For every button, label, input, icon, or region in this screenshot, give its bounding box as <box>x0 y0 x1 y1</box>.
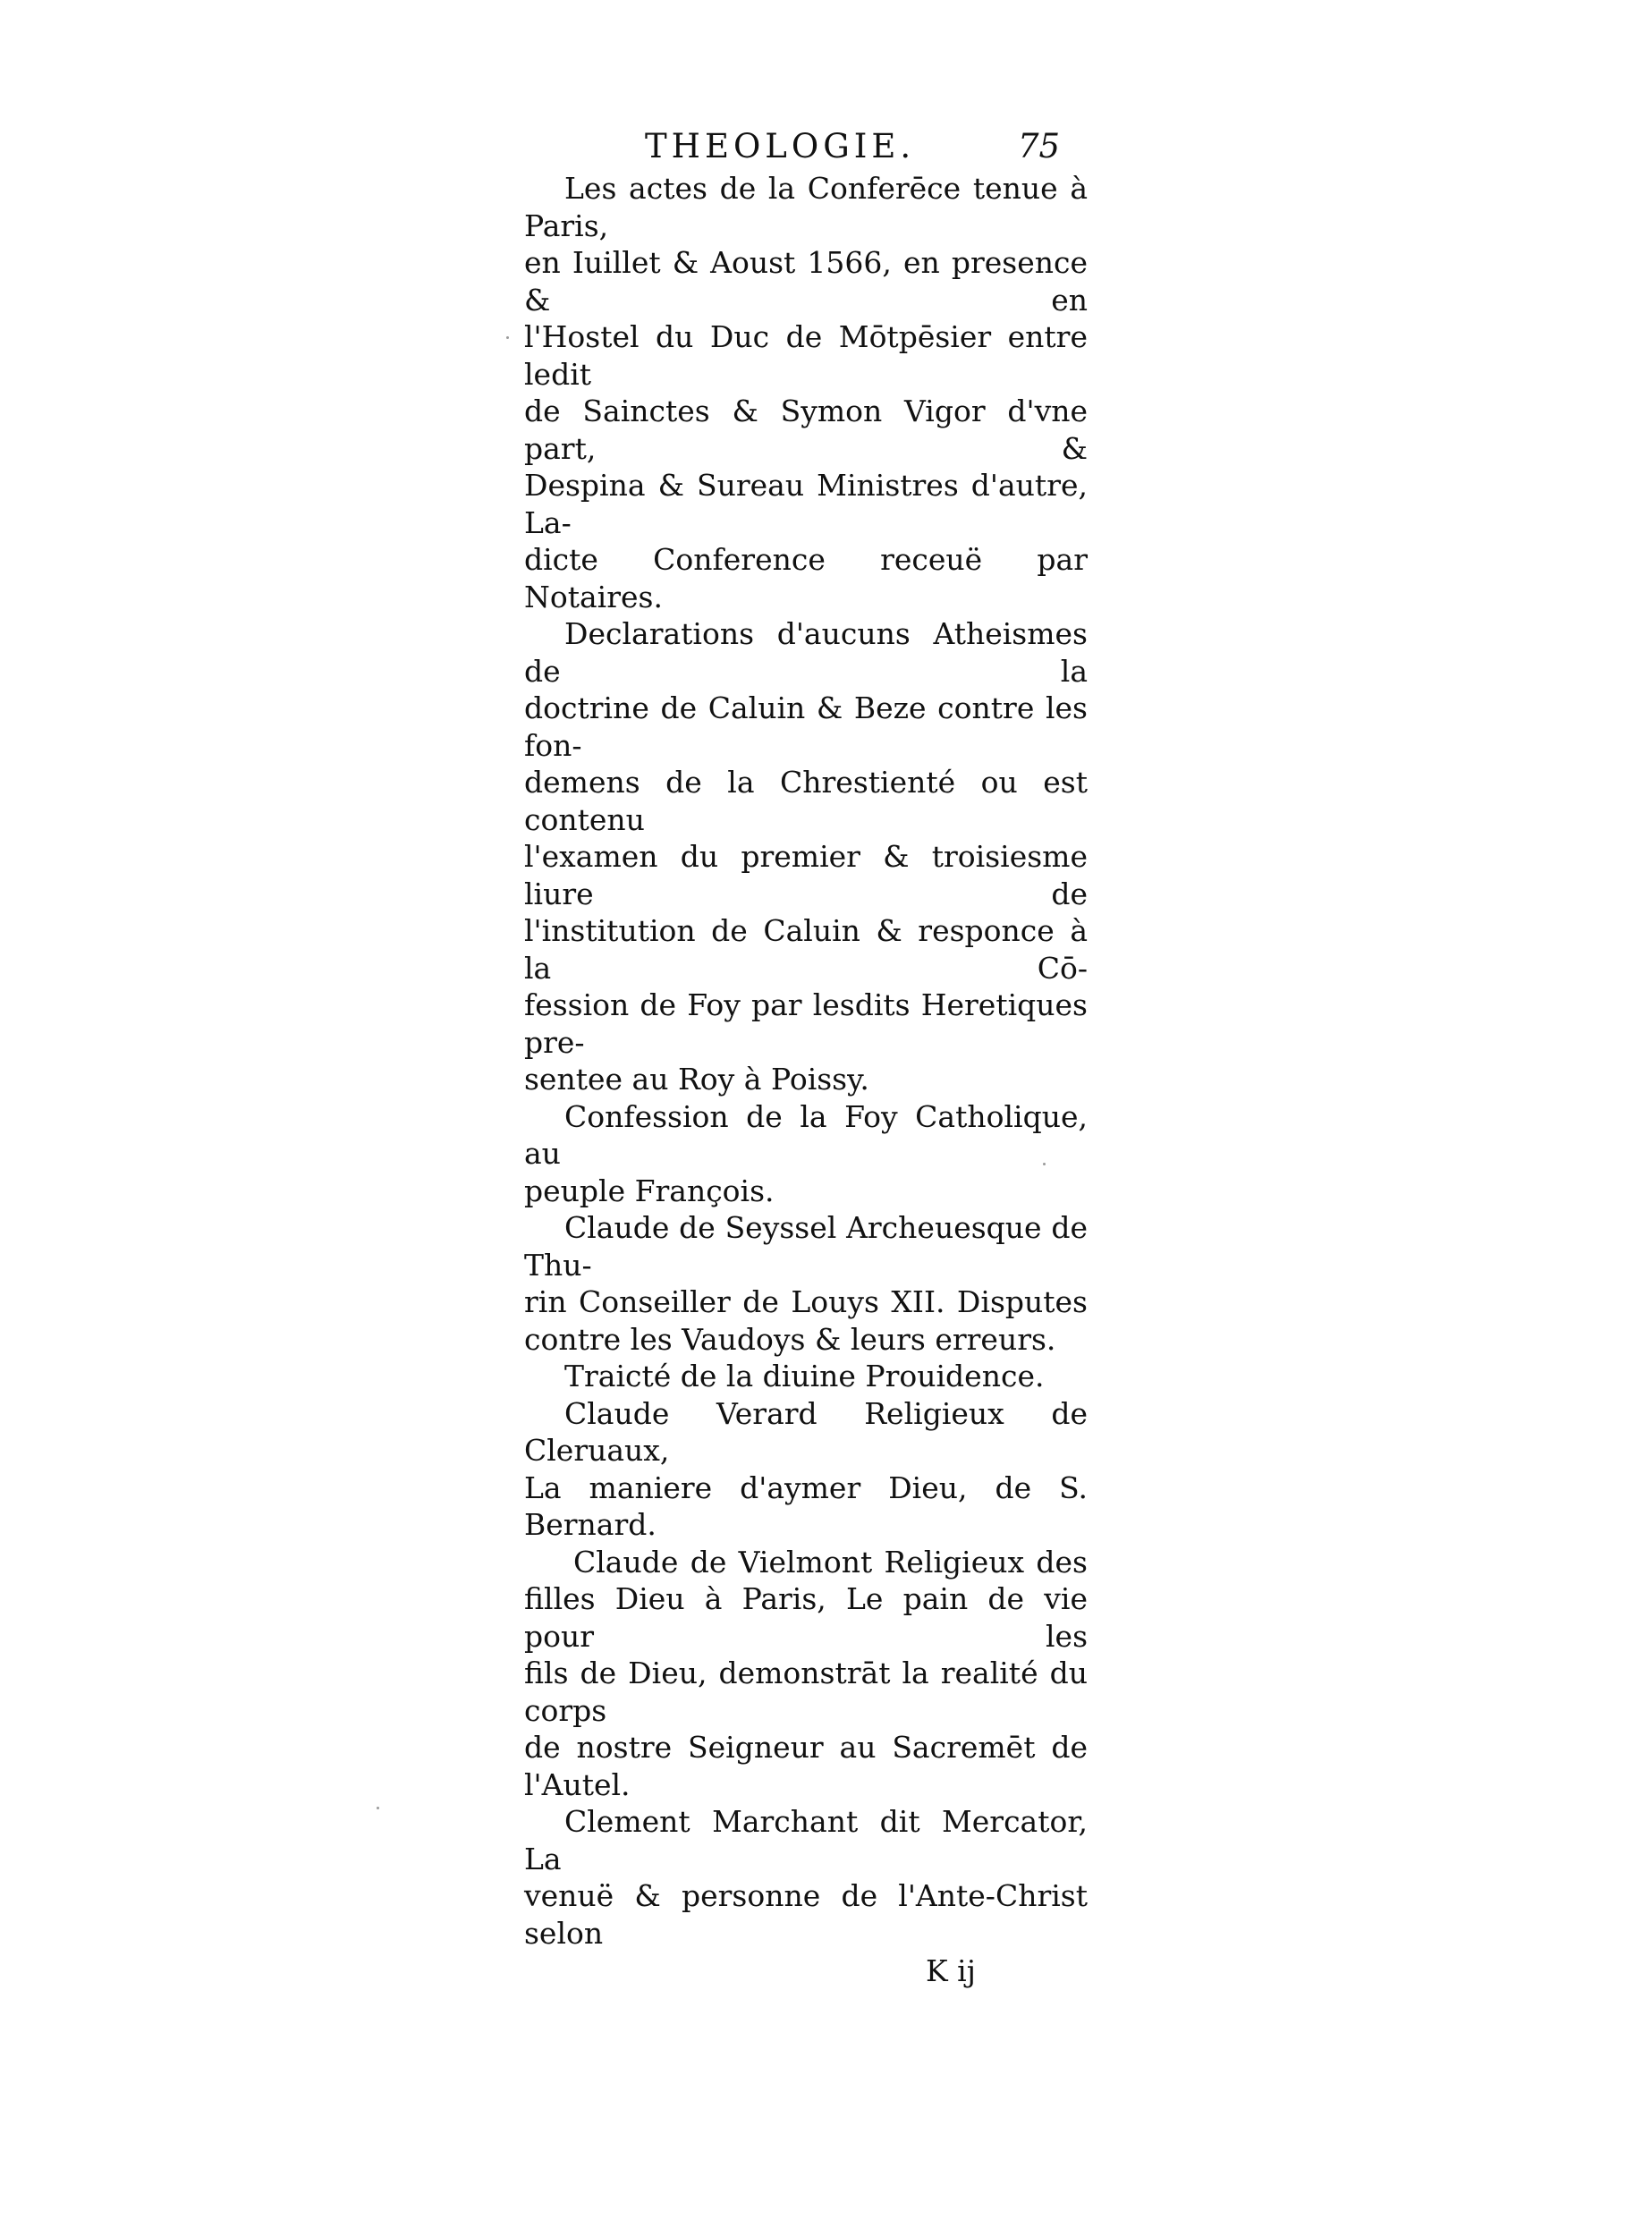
entry-line: La maniere d'aymer Dieu, de S. Bernard. <box>524 1469 1088 1542</box>
catalog-entry <box>524 170 1088 615</box>
entry-line: demens de la Chrestienté ou est contenu <box>524 765 1088 837</box>
entry-line: contre les Vaudoys & leurs erreurs. <box>524 1321 1056 1357</box>
entry-line: Claude de Seyssel Archeuesque de Thu- <box>524 1210 1088 1283</box>
entry-line: dicte Conference receuë par Notaires. <box>524 542 1088 614</box>
entry-line: de nostre Seigneur au Sacremēt de l'Autel. <box>524 1730 1088 1802</box>
catalog-entry <box>524 1209 1088 1358</box>
signature-mark-row <box>524 1952 1088 1991</box>
entry-line: l'examen du premier & troisiesme liure de <box>524 839 1088 911</box>
catalog-entry <box>524 1395 1088 1544</box>
entry-line: venuë & personne de l'Ante-Christ selon <box>524 1878 1088 1951</box>
entry-line: Les actes de la Conferēce tenue à Paris, <box>524 171 1088 243</box>
entry-line: Claude Verard Religieux de Cleruaux, <box>524 1395 1088 1468</box>
page-number: 75 <box>1018 127 1061 165</box>
entry-line: fession de Foy par lesdits Heretiques pre- <box>524 987 1088 1060</box>
signature-mark: K ij <box>926 1953 976 1988</box>
scan-speck <box>1043 1163 1046 1165</box>
entry-line: Claude de Vielmont Religieux des <box>573 1544 1088 1580</box>
catalog-entry <box>524 615 1088 1098</box>
entry-line: peuple François. <box>524 1173 775 1208</box>
entry-line: fils de Dieu, demonstrāt la realité du corps <box>524 1656 1088 1728</box>
entry-line: Confession de la Foy Catholique, au <box>524 1098 1088 1171</box>
entry-line: l'institution de Caluin & responce à la Cō- <box>524 913 1088 986</box>
entry-line: Traicté de la diuine Prouidence. <box>564 1359 1045 1393</box>
entry-line: Clement Marchant dit Mercator, La <box>524 1804 1088 1876</box>
entry-line: sentee au Roy à Poissy. <box>524 1062 869 1097</box>
catalog-entry <box>524 1358 1088 1395</box>
entry-line: en Iuillet & Aoust 1566, en presence & en <box>524 245 1088 318</box>
entry-line: l'Hostel du Duc de Mōtpēsier entre ledit <box>524 319 1088 392</box>
scan-speck <box>377 1807 379 1809</box>
entry-line: de Sainctes & Symon Vigor d'vne part, & <box>524 394 1088 466</box>
text-block <box>524 123 1088 1991</box>
catalog-entry <box>524 1803 1088 1952</box>
catalog-entry <box>524 1544 1088 1804</box>
entry-line: filles Dieu à Paris, Le pain de vie pour les <box>524 1581 1088 1654</box>
entry-line: Declarations d'aucuns Atheismes de la <box>524 616 1088 689</box>
entry-line: doctrine de Caluin & Beze contre les fon- <box>524 690 1088 763</box>
running-header <box>524 123 1088 170</box>
entry-line: rin Conseiller de Louys XII. Disputes <box>524 1284 1088 1319</box>
header-title: THEOLOGIE. <box>645 127 916 165</box>
entry-line: Despina & Sureau Ministres d'autre, La- <box>524 468 1088 540</box>
catalog-entry <box>524 1098 1088 1210</box>
scan-speck <box>506 336 509 339</box>
